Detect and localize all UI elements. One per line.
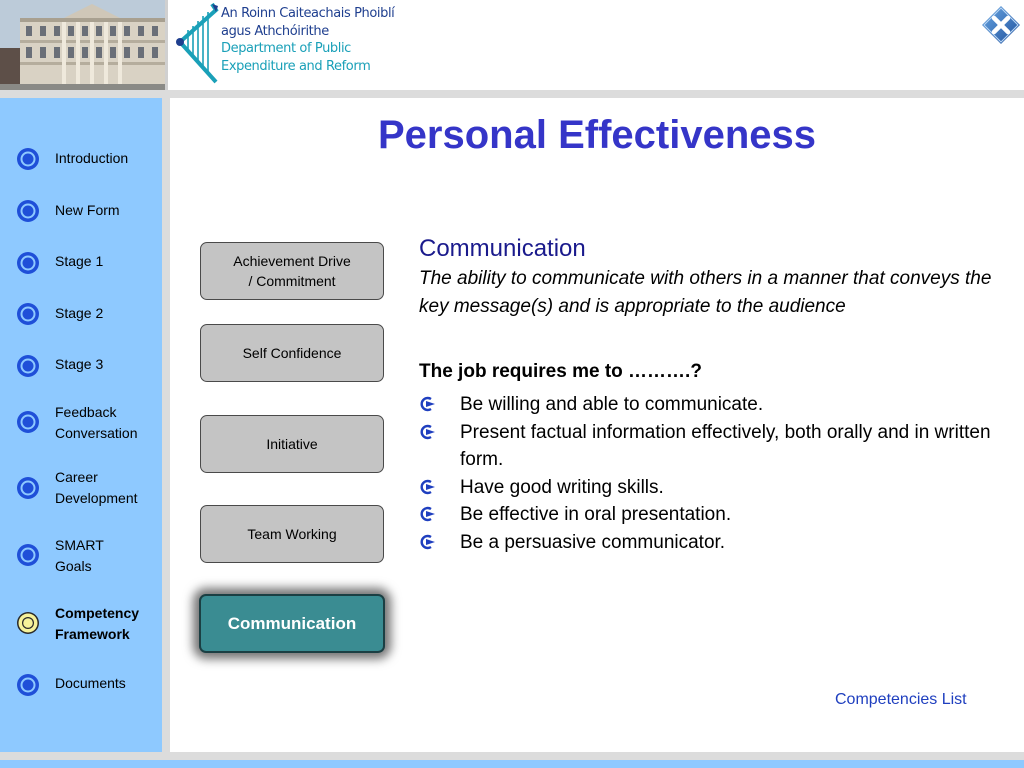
sidebar-item-label: Introduction [55, 150, 129, 166]
sidebar-item-label: SMART Goals [55, 537, 104, 574]
list-item [419, 419, 1019, 474]
competencies-list-link[interactable]: Competencies List [835, 691, 967, 708]
button-label: Self Confidence [242, 345, 342, 361]
logo-english-line2: Expenditure and Reform [221, 58, 371, 74]
nav-bullet-icon [16, 302, 40, 326]
footer-bar [0, 760, 1024, 768]
sidebar-item-label: Stage 2 [55, 305, 104, 321]
self-confidence-button[interactable] [200, 324, 384, 382]
sidebar-item-label: New Form [55, 202, 120, 218]
nav-bullet-icon [16, 147, 40, 171]
team-working-button[interactable] [200, 505, 384, 563]
sidebar-item-documents[interactable] [14, 671, 162, 699]
competency-description: The ability to communicate with others in a manner that conveys the key message(s) and is appropriate to the audience [419, 268, 992, 317]
button-label-line2: / Commitment [248, 273, 336, 289]
department-logo-text [221, 5, 394, 75]
sidebar-item-stage-1[interactable] [14, 249, 162, 277]
button-label: Communication [227, 613, 357, 633]
harp-logo-icon [172, 2, 224, 86]
requirement-text: Be willing and able to communicate. [460, 394, 764, 415]
government-building-photo [0, 0, 165, 92]
arrow-bullet-icon [420, 479, 436, 495]
logo-irish-line2: agus Athchóirithe [221, 23, 329, 39]
sidebar-item-label: Competency Framework [55, 605, 140, 642]
initiative-button[interactable] [200, 415, 384, 473]
nav-bullet-icon [16, 251, 40, 275]
list-item [419, 391, 1019, 419]
requirements-list [419, 391, 1019, 556]
arrow-bullet-icon [420, 396, 436, 412]
arrow-bullet-icon [420, 506, 436, 522]
header-separator [0, 90, 1024, 98]
sidebar-item-label: Feedback Conversation [55, 404, 138, 441]
header [0, 0, 1024, 90]
button-label: Team Working [247, 526, 337, 542]
nav-bullet-icon [16, 673, 40, 697]
nav-bullet-icon [16, 476, 40, 500]
sidebar-item-label: Career Development [55, 469, 138, 506]
sidebar-item-stage-3[interactable] [14, 352, 162, 380]
requirement-text: Be effective in oral presentation. [460, 504, 732, 525]
close-button[interactable] [980, 4, 1022, 46]
sidebar-item-label: Documents [55, 675, 126, 691]
logo-irish-line1: An Roinn Caiteachais Phoiblí [221, 6, 395, 21]
list-item [419, 501, 1019, 529]
footer-separator [0, 752, 1024, 760]
requirement-text: Be a persuasive communicator. [460, 531, 726, 553]
competency-heading: Communication [419, 235, 586, 262]
logo-english-line1: Department of Public [221, 41, 351, 56]
sidebar-item-label: Stage 3 [55, 356, 104, 372]
sidebar-item-competency-framework[interactable] [14, 602, 162, 648]
list-item [419, 529, 1019, 557]
requirement-text: Have good writing skills. [460, 476, 664, 498]
nav-bullet-active-icon [16, 611, 40, 635]
nav-bullet-icon [16, 543, 40, 567]
achievement-drive-button[interactable] [200, 242, 384, 300]
button-label: Initiative [266, 436, 318, 452]
button-label-line1: Achievement Drive [233, 253, 351, 269]
communication-button[interactable] [199, 594, 385, 653]
arrow-bullet-icon [420, 534, 436, 550]
sidebar-item-introduction[interactable] [14, 145, 162, 173]
job-requires-heading: The job requires me to ……….? [419, 361, 702, 382]
close-icon [980, 4, 1022, 46]
sidebar-item-feedback-conversation[interactable] [14, 401, 162, 447]
nav-bullet-icon [16, 199, 40, 223]
requirement-text: Present factual information effectively, both orally and in written form. [460, 421, 991, 470]
header-divider [165, 0, 168, 92]
sidebar-item-smart-goals[interactable] [14, 534, 162, 580]
arrow-bullet-icon [420, 424, 436, 440]
sidebar-item-stage-2[interactable] [14, 300, 162, 328]
page-title: Personal Effectiveness [378, 113, 816, 157]
sidebar-item-new-form[interactable] [14, 197, 162, 225]
list-item [419, 474, 1019, 502]
sidebar-item-label: Stage 1 [55, 253, 104, 269]
nav-bullet-icon [16, 354, 40, 378]
nav-bullet-icon [16, 410, 40, 434]
sidebar-item-career-development[interactable] [14, 466, 162, 512]
